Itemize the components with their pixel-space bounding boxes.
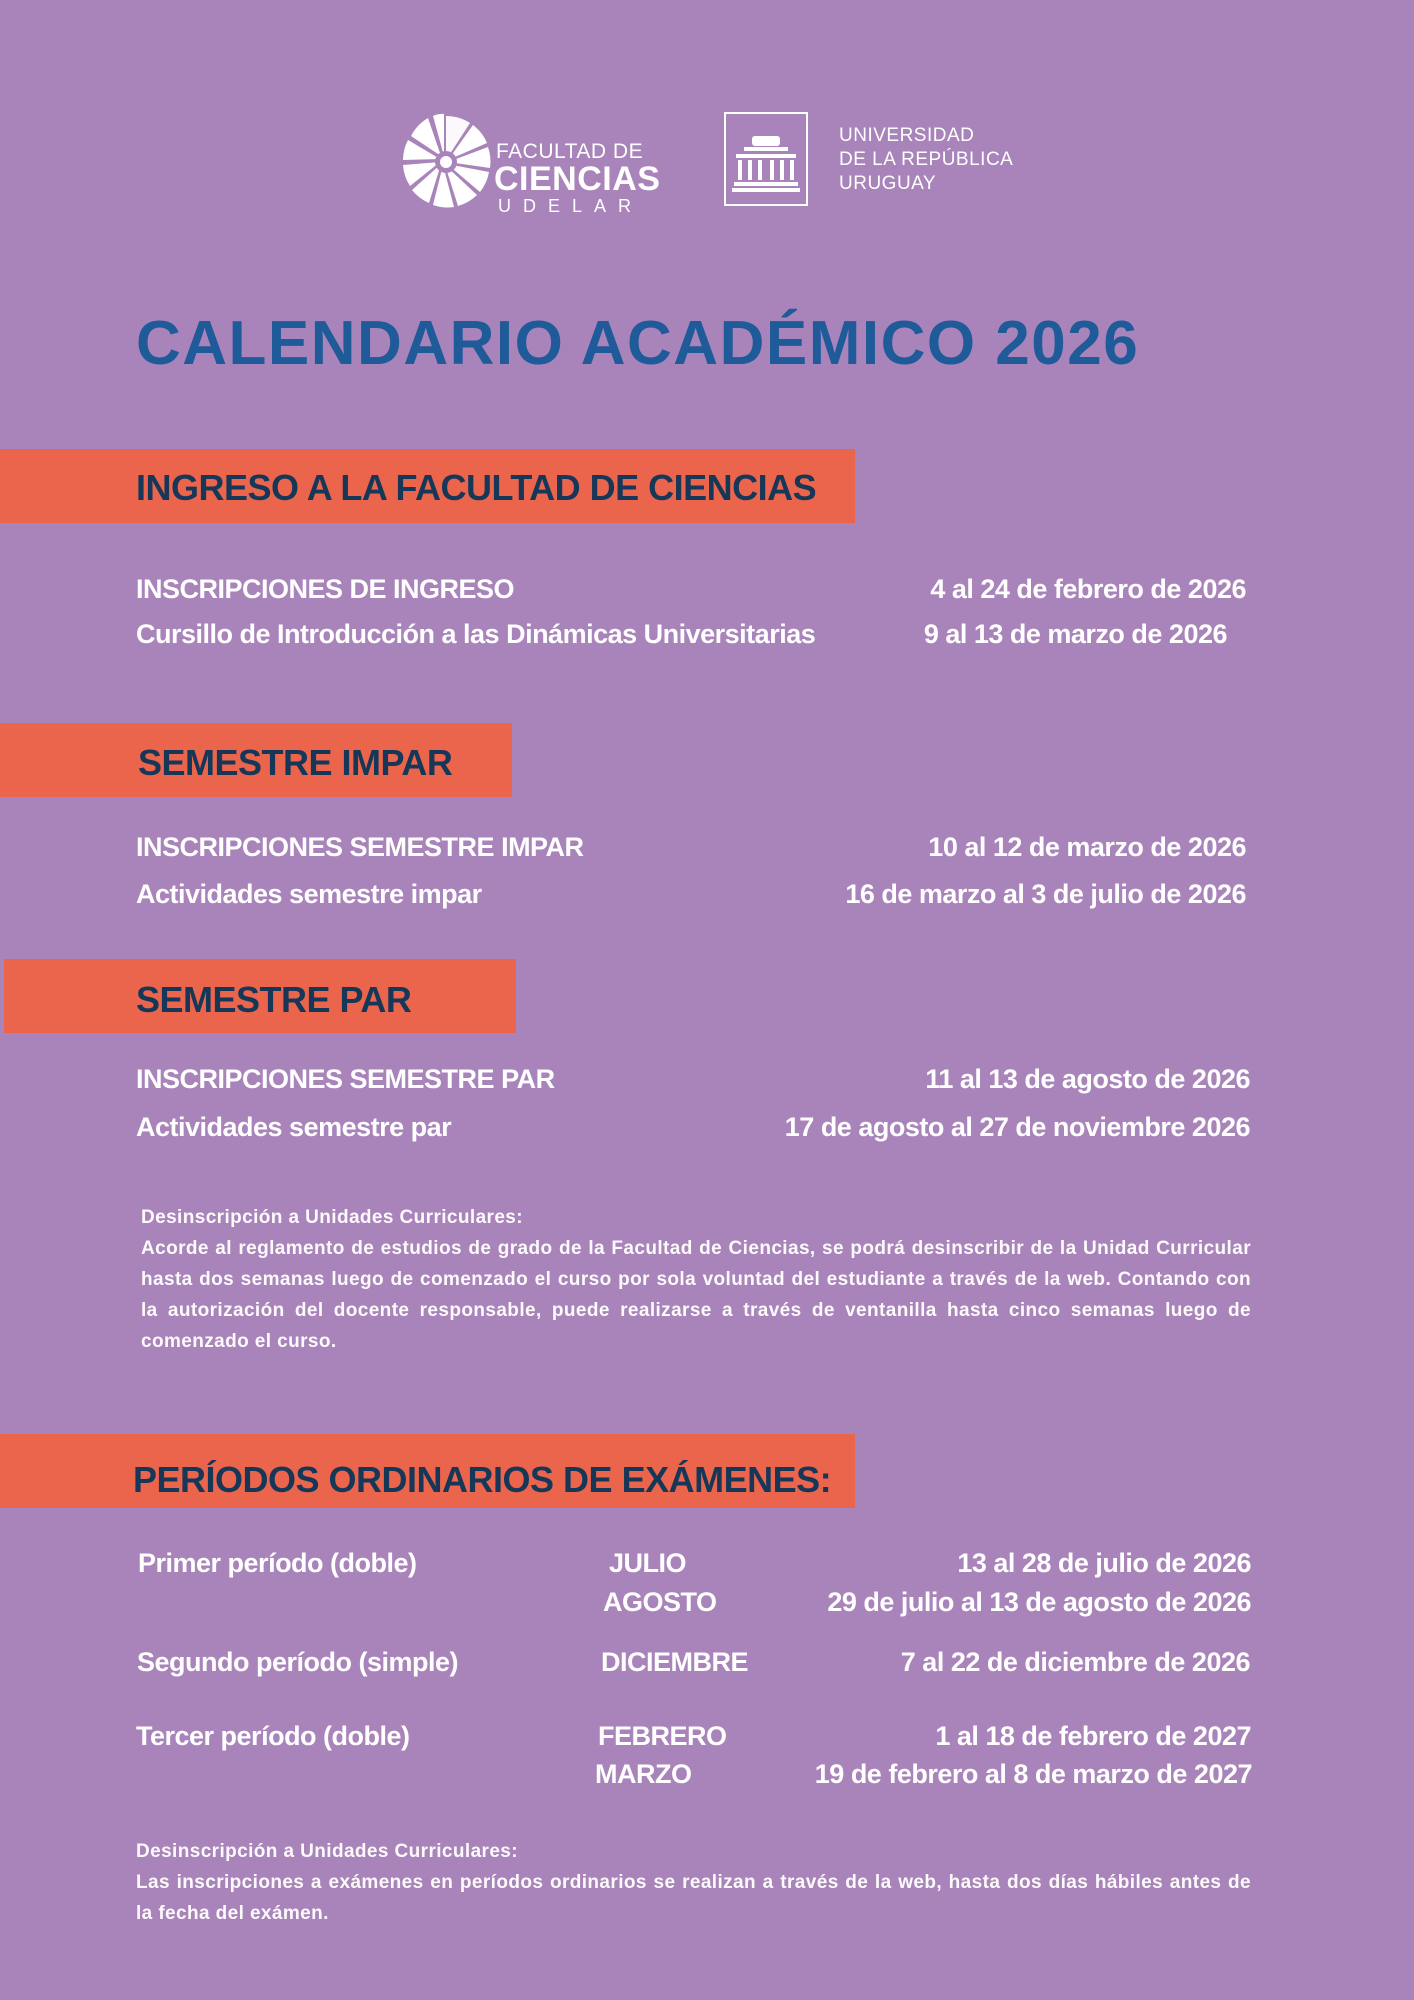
impar-row-label: Actividades semestre impar <box>136 879 482 909</box>
exam-period-label: Primer período (doble) <box>138 1548 417 1578</box>
universidad-logo-line2: DE LA REPÚBLICA <box>839 149 1014 170</box>
exam-period-label: Segundo período (simple) <box>137 1647 459 1677</box>
section-heading-examenes: PERÍODOS ORDINARIOS DE EXÁMENES: <box>133 1459 832 1500</box>
ingreso-row-value: 4 al 24 de febrero de 2026 <box>930 574 1246 604</box>
ingreso-row-label: INSCRIPCIONES DE INGRESO <box>136 574 515 604</box>
section-heading-ingreso: INGRESO A LA FACULTAD DE CIENCIAS <box>136 467 817 508</box>
exam-dates: 7 al 22 de diciembre de 2026 <box>900 1647 1250 1677</box>
exam-month: FEBRERO <box>598 1721 727 1751</box>
exam-month: JULIO <box>609 1548 687 1578</box>
impar-row-value: 10 al 12 de marzo de 2026 <box>928 832 1246 862</box>
facultad-logo-line2: CIENCIAS <box>494 160 661 198</box>
ammonite-icon <box>400 110 492 210</box>
exam-dates: 29 de julio al 13 de agosto de 2026 <box>827 1587 1251 1617</box>
section-heading-par: SEMESTRE PAR <box>136 979 412 1020</box>
note-desinscripcion-cursos <box>141 1202 1251 1357</box>
facultad-logo-line1: FACULTAD DE <box>496 140 644 163</box>
par-row-label: INSCRIPCIONES SEMESTRE PAR <box>136 1064 555 1094</box>
building-icon <box>730 134 802 198</box>
universidad-logo-text <box>839 124 1013 196</box>
note-body: Las inscripciones a exámenes en períodos ordinarios se realizan a través de la web, hasta dos días hábiles antes de la fecha del exámen. <box>136 1872 1251 1924</box>
universidad-logo <box>724 112 1024 212</box>
par-row-value: 17 de agosto al 27 de noviembre 2026 <box>784 1112 1250 1142</box>
par-row-label: Actividades semestre par <box>136 1112 452 1142</box>
exam-dates: 1 al 18 de febrero de 2027 <box>935 1721 1251 1751</box>
exam-period-label: Tercer período (doble) <box>136 1721 410 1751</box>
impar-row-value: 16 de marzo al 3 de julio de 2026 <box>845 879 1246 909</box>
ingreso-row-label: Cursillo de Introducción a las Dinámicas Universitarias <box>136 619 816 649</box>
section-heading-impar: SEMESTRE IMPAR <box>138 742 453 783</box>
universidad-emblem <box>724 112 808 206</box>
par-row-value: 11 al 13 de agosto de 2026 <box>925 1064 1250 1094</box>
exam-month: AGOSTO <box>603 1587 717 1617</box>
note-inscripcion-examenes <box>136 1836 1251 1929</box>
exam-month: DICIEMBRE <box>601 1647 749 1677</box>
impar-row-label: INSCRIPCIONES SEMESTRE IMPAR <box>136 832 584 862</box>
note-title: Desinscripción a Unidades Curriculares: <box>136 1841 518 1862</box>
universidad-logo-line3: URUGUAY <box>839 173 937 194</box>
facultad-logo-line3: UDELAR <box>498 196 644 216</box>
page-title: CALENDARIO ACADÉMICO 2026 <box>136 309 1140 378</box>
facultad-logo <box>400 110 661 216</box>
note-body: Acorde al reglamento de estudios de grado de la Facultad de Ciencias, se podrá desinscribir de la Unidad Curricular hasta dos semanas luego de comenzado el curso por sola voluntad del estudiante a través de la web. Contando con la autorización del docente responsable, puede realizarse a través de ventanilla hasta cinco semanas luego de comenzado el curso. <box>141 1238 1251 1352</box>
note-title: Desinscripción a Unidades Curriculares: <box>141 1207 523 1228</box>
exam-dates: 19 de febrero al 8 de marzo de 2027 <box>814 1759 1252 1789</box>
universidad-logo-line1: UNIVERSIDAD <box>839 125 975 146</box>
exam-dates: 13 al 28 de julio de 2026 <box>957 1548 1251 1578</box>
ingreso-row-value: 9 al 13 de marzo de 2026 <box>923 619 1227 649</box>
exam-month: MARZO <box>595 1759 692 1789</box>
